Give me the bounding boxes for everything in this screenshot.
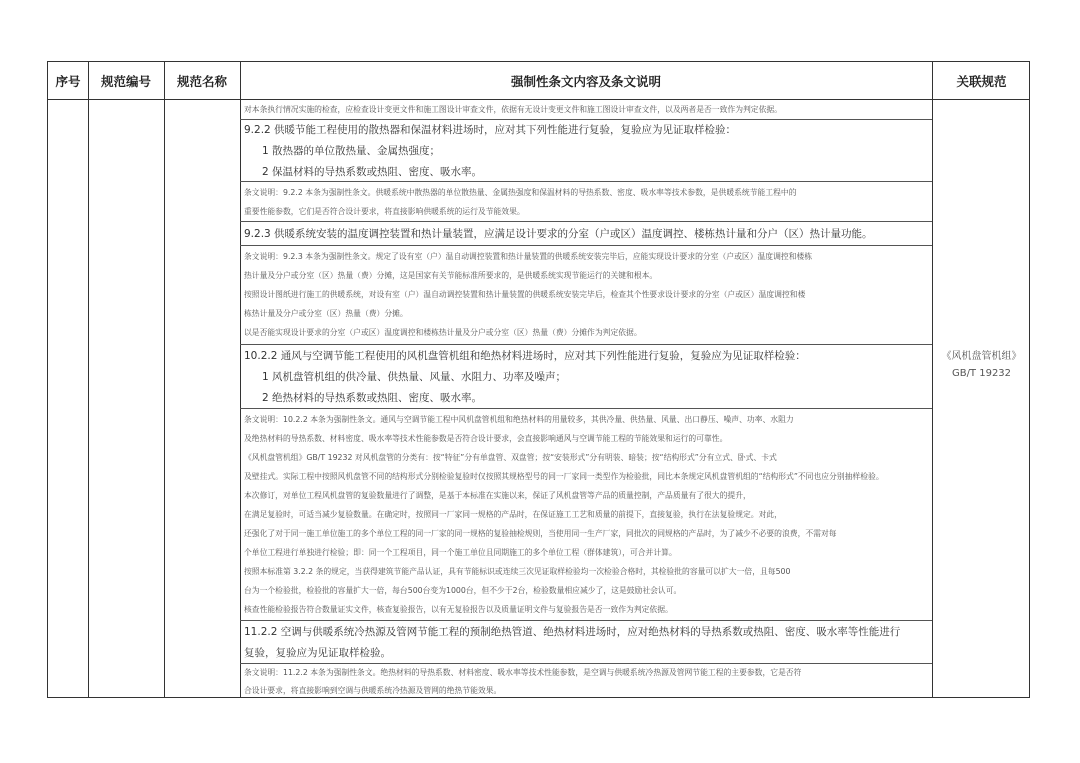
table-row — [240, 182, 932, 222]
note-line: 按照设计图纸进行施工的供暖系统，对设有室（户）温自动调控装置和热计量装置的供暖系统安装完毕后，检查其个性要求设计要求的分室（户或区）温度调控和楼 — [244, 290, 806, 299]
note-line: 合设计要求，将直接影响到空调与供暖系统冷热源及管网的绝热节能效果。 — [244, 686, 502, 695]
header-serial-number: 序号 — [55, 74, 81, 89]
note-line: 重要性能参数，它们是否符合设计要求，将直接影响供暖系统的运行及节能效果。 — [244, 207, 525, 216]
note-line: 以是否能实现设计要求的分室（户或区）温度调控和楼栋热计量及分户或分室（区）热量（费）分摊作为判定依据。 — [244, 328, 642, 337]
note-line: 及壁挂式。实际工程中按照风机盘管不同的结构形式分别检验复验时仅按照其规格型号的同一厂家同一类型作为检验批，同比本条规定风机盘管机组的“结构形式”不同也应分别抽样检验。 — [244, 472, 884, 481]
table-row — [240, 246, 932, 345]
note-line: 核查性能检验报告符合数量证实文件，核查复验报告，以有无复验报告以及质量证明文件与复验报告是否一致作为判定依据。 — [244, 605, 673, 614]
note-line: 条文说明：9.2.2 本条为强制性条文。供暖系统中散热器的单位散热量、金属热强度和保温材料的导热系数、密度、吸水率等技术参数，是供暖系统节能工程中的 — [244, 188, 797, 197]
note-line: 个单位工程进行单独进行检验；即：同一个工程项目，同一个施工单位且同期施工的多个单位工程（群体建筑），可合并计算。 — [244, 548, 677, 557]
note-line: 在满足复验时，可适当减少复验数量。在确定时，按照同一厂家同一规格的产品时，在保证施工工艺和质量的前提下，直接复验，执行在法复验规定。对此， — [244, 510, 782, 519]
clause-line: 11.2.2 空调与供暖系统冷热源及管网节能工程的预制绝热管道、绝热材料进场时，应对绝热材料的导热系数或热阻、密度、吸水率等性能进行 — [244, 626, 901, 638]
clause-line: 2 绝热材料的导热系数或热阻、密度、吸水率。 — [262, 392, 483, 404]
table-row — [240, 664, 932, 699]
note-line: 本次修订，对单位工程风机盘管的复验数量进行了调整，是基于本标准在实施以来，保证了风机盘管等产品的质量控制，产品质量有了很大的提升， — [244, 491, 751, 500]
table-row — [240, 621, 932, 664]
table-row — [240, 222, 932, 246]
clause-line: 10.2.2 通风与空调节能工程使用的风机盘管机组和绝热材料进场时，应对其下列性能进行复验，复验应为见证取样检验： — [244, 350, 806, 362]
table-row — [240, 409, 932, 621]
note-line: 条文说明：11.2.2 本条为强制性条文。绝热材料的导热系数、材料密度、吸水率等技术性能参数，是空调与供暖系统冷热源及管网节能工程的主要参数，它是否符 — [244, 668, 802, 677]
note-line: 热计量及分户或分室（区）热量（费）分摊，这是国家有关节能标准所要求的，是供暖系统实现节能运行的关键和根本。 — [244, 271, 658, 280]
clause-line: 1 风机盘管机组的供冷量、供热量、风量、水阻力、功率及噪声； — [262, 371, 567, 383]
header-standard-name: 规范名称 — [176, 74, 227, 89]
clause-line: 9.2.2 供暖节能工程使用的散热器和保温材料进场时，应对其下列性能进行复验，复验应为见证取样检验： — [244, 124, 737, 136]
note-line: 台为一个检验批，检验批的容量扩大一倍，每台500台变为1000台，但不少于2台，检验数量相应减少了，这是鼓励社会认可。 — [244, 586, 682, 595]
standards-table — [47, 61, 1030, 698]
note-line: 条文说明：9.2.3 本条为强制性条文。规定了设有室（户）温自动调控装置和热计量装置的供暖系统安装完毕后，应能实现设计要求的分室（户或区）温度调控和楼栋 — [244, 252, 813, 261]
clause-line: 2 保温材料的导热系数或热阻、密度、吸水率。 — [262, 166, 483, 178]
note-line: 按照本标准第 3.2.2 条的规定，当获得建筑节能产品认证，具有节能标识或连续三次见证取样检验均一次检验合格时，其检验批的容量可以扩大一倍，且每500 — [244, 567, 791, 576]
note-line: 《风机盘管机组》GB/T 19232 对风机盘管的分类有：按“特征”分有单盘管、双盘管；按“安装形式”分有明装、暗装；按“结构形式”分有立式、卧式、卡式 — [244, 453, 777, 462]
clause-line: 1 散热器的单位散热量、金属热强度； — [262, 145, 441, 157]
clause-line: 复验，复验应为见证取样检验。 — [244, 647, 391, 659]
table-row — [240, 100, 932, 120]
note-line: 及绝热材料的导热系数、材料密度、吸水率等技术性能参数是否符合设计要求，会直接影响通风与空调节能工程的节能效果和运行的可靠性。 — [244, 434, 728, 443]
header-mandatory-clauses: 强制性条文内容及条文说明 — [510, 74, 661, 89]
clause-line: 9.2.3 供暖系统安装的温度调控装置和热计量装置，应满足设计要求的分室（户或区）温度调控、楼栋热计量和分户（区）热计量功能。 — [244, 228, 873, 240]
header-related-standards: 关联规范 — [956, 74, 1007, 89]
table-row — [240, 345, 932, 409]
table-row — [240, 120, 932, 182]
header-standard-code: 规范编号 — [100, 74, 151, 89]
note-line: 对本条执行情况实施的检查，应检查设计变更文件和施工图设计审查文件，依据有无设计变更文件和施工图设计审查文件，以及两者是否一致作为判定依据。 — [244, 105, 782, 114]
related-standard-entry: 《风机盘管机组》GB/T 19232 — [941, 351, 1022, 379]
note-line: 条文说明：10.2.2 本条为强制性条文。通风与空调节能工程中风机盘管机组和绝热材料的用量较多，其供冷量、供热量、风量、出口静压、噪声、功率、水阻力 — [244, 415, 794, 424]
table-header — [48, 62, 1029, 100]
note-line: 栋热计量及分户或分室（区）热量（费）分摊。 — [244, 309, 408, 318]
note-line: 还强化了对于同一施工单位施工的多个单位工程的同一厂家的同一规格的复验抽检规则，当使用同一生产厂家，同批次的同规格的产品时，为了减少不必要的浪费，不需对每 — [244, 529, 837, 538]
table-body — [48, 100, 1029, 697]
